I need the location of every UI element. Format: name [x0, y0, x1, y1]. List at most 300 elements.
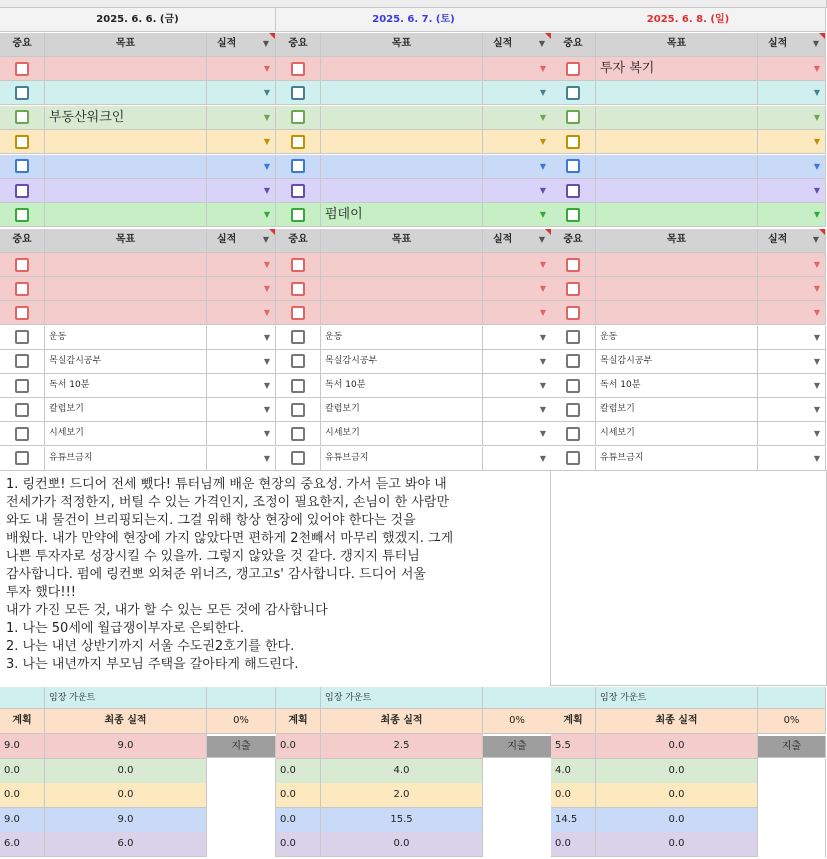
goal-cell[interactable]: [596, 106, 758, 130]
checkbox[interactable]: [15, 354, 29, 368]
result-dropdown[interactable]: ▼: [758, 155, 826, 179]
checkbox[interactable]: [291, 282, 305, 296]
goal-cell[interactable]: [596, 203, 758, 227]
result-dropdown[interactable]: ▼: [483, 179, 552, 203]
summary-empty: [483, 759, 552, 784]
memo-line: 와도 내 물건이 브리핑되는지. 그걸 위해 항상 현장에 있어야 한다는 것을: [6, 513, 416, 528]
checkbox[interactable]: [566, 306, 580, 320]
goal-cell[interactable]: [45, 203, 207, 227]
result-dropdown[interactable]: ▼: [483, 130, 552, 154]
importance-checkbox-cell[interactable]: [551, 398, 596, 422]
memo-line: 전세가가 적정한지, 버틸 수 있는 가격인지, 조정이 필요한지, 손님이 한 사람만: [6, 495, 450, 510]
result-dropdown[interactable]: ▼: [483, 155, 552, 179]
checkbox[interactable]: [291, 86, 305, 100]
goal-cell[interactable]: 시세보기: [596, 422, 758, 446]
goal-cell[interactable]: 부동산워크인: [45, 106, 207, 130]
filter-icon[interactable]: ▼: [812, 39, 819, 48]
importance-checkbox-cell[interactable]: [551, 253, 596, 277]
checkbox[interactable]: [291, 159, 305, 173]
summary-blank: [758, 687, 826, 709]
importance-checkbox-cell[interactable]: [0, 326, 45, 350]
final-value: 4.0: [321, 759, 483, 784]
result-dropdown[interactable]: ▼: [758, 253, 826, 277]
checkbox[interactable]: [291, 306, 305, 320]
checkbox[interactable]: [291, 451, 305, 465]
importance-checkbox-cell[interactable]: [551, 81, 596, 105]
final-value: 9.0: [45, 808, 207, 833]
checkbox[interactable]: [566, 379, 580, 393]
importance-checkbox-cell[interactable]: [276, 155, 321, 179]
importance-checkbox-cell[interactable]: [0, 422, 45, 446]
goal-cell[interactable]: [45, 130, 207, 154]
header-result-label: 실적: [768, 234, 788, 245]
checkbox[interactable]: [566, 427, 580, 441]
importance-checkbox-cell[interactable]: [276, 203, 321, 227]
header-importance: 중요: [0, 229, 45, 253]
expense-button[interactable]: 지출: [758, 736, 826, 758]
checkbox[interactable]: [566, 403, 580, 417]
goal-cell[interactable]: 칼럼보기: [321, 398, 483, 422]
result-dropdown[interactable]: ▼: [758, 350, 826, 374]
header-goal: 목표: [45, 229, 207, 253]
plan-value: 9.0: [0, 734, 45, 759]
header-goal: 목표: [596, 229, 758, 253]
importance-checkbox-cell[interactable]: [551, 326, 596, 350]
goal-cell[interactable]: 펌데이: [321, 203, 483, 227]
importance-checkbox-cell[interactable]: [551, 155, 596, 179]
summary-blank: [483, 687, 552, 709]
result-dropdown[interactable]: ▼: [207, 398, 276, 422]
summary-empty: [758, 808, 826, 833]
importance-checkbox-cell[interactable]: [551, 447, 596, 471]
checkbox[interactable]: [15, 379, 29, 393]
plan-value: 0.0: [276, 734, 321, 759]
result-dropdown[interactable]: ▼: [207, 447, 276, 471]
checkbox[interactable]: [566, 330, 580, 344]
goal-cell[interactable]: 유튜브금지: [45, 447, 207, 471]
importance-checkbox-cell[interactable]: [551, 130, 596, 154]
result-dropdown[interactable]: ▼: [758, 447, 826, 471]
checkbox[interactable]: [566, 110, 580, 124]
result-dropdown[interactable]: ▼: [758, 203, 826, 227]
importance-checkbox-cell[interactable]: [276, 130, 321, 154]
checkbox[interactable]: [291, 62, 305, 76]
header-result[interactable]: [758, 33, 826, 57]
final-value: 15.5: [321, 808, 483, 833]
header-result[interactable]: [207, 229, 276, 253]
checkbox[interactable]: [291, 379, 305, 393]
result-dropdown[interactable]: ▼: [207, 253, 276, 277]
importance-checkbox-cell[interactable]: [276, 422, 321, 446]
plan-value: 0.0: [551, 832, 596, 857]
summary-empty: [207, 783, 276, 808]
importance-checkbox-cell[interactable]: [276, 81, 321, 105]
importance-checkbox-cell[interactable]: [0, 57, 45, 81]
checkbox[interactable]: [566, 184, 580, 198]
goal-cell[interactable]: [321, 130, 483, 154]
header-importance: 중요: [551, 229, 596, 253]
goal-cell[interactable]: [45, 253, 207, 277]
percent-cell: 0%: [483, 709, 552, 734]
goal-cell[interactable]: 운동: [321, 326, 483, 350]
checkbox[interactable]: [566, 86, 580, 100]
result-dropdown[interactable]: ▼: [483, 326, 552, 350]
goal-cell[interactable]: [596, 130, 758, 154]
final-value: 0.0: [45, 783, 207, 808]
importance-checkbox-cell[interactable]: [0, 179, 45, 203]
result-dropdown[interactable]: ▼: [483, 57, 552, 81]
result-dropdown[interactable]: ▼: [758, 422, 826, 446]
goal-cell[interactable]: [596, 179, 758, 203]
summary-empty: [483, 783, 552, 808]
result-dropdown[interactable]: ▼: [207, 155, 276, 179]
importance-checkbox-cell[interactable]: [276, 398, 321, 422]
goal-cell[interactable]: [45, 277, 207, 301]
importance-checkbox-cell[interactable]: [551, 179, 596, 203]
summary-empty: [758, 783, 826, 808]
summary-empty: [207, 759, 276, 784]
importance-checkbox-cell[interactable]: [276, 350, 321, 374]
final-value: 0.0: [596, 759, 758, 784]
header-result-label: 실적: [217, 234, 237, 245]
result-dropdown[interactable]: ▼: [207, 277, 276, 301]
goal-cell[interactable]: 목실감시공부: [321, 350, 483, 374]
header-result[interactable]: [483, 33, 552, 57]
summary-empty: [207, 808, 276, 833]
checkbox[interactable]: [566, 354, 580, 368]
result-dropdown[interactable]: ▼: [207, 57, 276, 81]
result-dropdown[interactable]: ▼: [207, 130, 276, 154]
importance-checkbox-cell[interactable]: [0, 106, 45, 130]
goal-cell[interactable]: [45, 57, 207, 81]
checkbox[interactable]: [15, 62, 29, 76]
checkbox[interactable]: [15, 451, 29, 465]
header-importance: 중요: [276, 33, 321, 57]
final-result-header: 최종 실적: [321, 709, 483, 734]
goal-cell[interactable]: [596, 301, 758, 325]
summary-empty: [758, 759, 826, 784]
memo-line: 3. 나는 내년까지 부모님 주택을 갈아타게 해드린다.: [6, 657, 299, 672]
plan-value: 6.0: [0, 832, 45, 857]
checkbox[interactable]: [291, 258, 305, 272]
memo-line: 1. 나는 50세에 월급쟁이부자로 은퇴한다.: [6, 621, 244, 636]
final-value: 2.5: [321, 734, 483, 759]
goal-cell[interactable]: 독서 10분: [321, 374, 483, 398]
date-header: 2025. 6. 7. (토): [276, 8, 552, 32]
importance-checkbox-cell[interactable]: [276, 253, 321, 277]
goal-cell[interactable]: 운동: [45, 326, 207, 350]
checkbox[interactable]: [291, 208, 305, 222]
result-dropdown[interactable]: ▼: [207, 179, 276, 203]
goal-cell[interactable]: 시세보기: [321, 422, 483, 446]
goal-cell[interactable]: [321, 301, 483, 325]
plan-value: 9.0: [0, 808, 45, 833]
summary-blank: [0, 687, 45, 709]
percent-cell: 0%: [207, 709, 276, 734]
checkbox[interactable]: [15, 258, 29, 272]
header-result-label: 실적: [493, 234, 513, 245]
result-dropdown[interactable]: ▼: [758, 57, 826, 81]
expense-button[interactable]: 지출: [207, 736, 276, 758]
filter-icon[interactable]: ▼: [538, 235, 545, 244]
summary-empty: [207, 832, 276, 857]
result-dropdown[interactable]: ▼: [483, 301, 552, 325]
importance-checkbox-cell[interactable]: [276, 57, 321, 81]
result-dropdown[interactable]: ▼: [758, 106, 826, 130]
header-result[interactable]: [483, 229, 552, 253]
plan-value: 0.0: [0, 783, 45, 808]
goal-cell[interactable]: [321, 253, 483, 277]
plan-header: 계획: [276, 709, 321, 734]
filter-icon[interactable]: ▼: [262, 39, 269, 48]
checkbox[interactable]: [566, 135, 580, 149]
goal-cell[interactable]: 투자 복기: [596, 57, 758, 81]
header-goal: 목표: [45, 33, 207, 57]
importance-checkbox-cell[interactable]: [276, 277, 321, 301]
checkbox[interactable]: [15, 330, 29, 344]
summary-empty: [483, 832, 552, 857]
result-dropdown[interactable]: ▼: [758, 326, 826, 350]
result-dropdown[interactable]: ▼: [758, 130, 826, 154]
importance-checkbox-cell[interactable]: [0, 253, 45, 277]
result-dropdown[interactable]: ▼: [207, 81, 276, 105]
plan-value: 0.0: [276, 832, 321, 857]
plan-value: 5.5: [551, 734, 596, 759]
result-dropdown[interactable]: ▼: [483, 106, 552, 130]
final-value: 0.0: [596, 832, 758, 857]
goal-cell[interactable]: [596, 155, 758, 179]
importance-checkbox-cell[interactable]: [0, 374, 45, 398]
final-result-header: 최종 실적: [596, 709, 758, 734]
summary-empty: [758, 832, 826, 857]
summary-blank: [207, 687, 276, 709]
result-dropdown[interactable]: ▼: [758, 301, 826, 325]
goal-cell[interactable]: [321, 179, 483, 203]
importance-checkbox-cell[interactable]: [0, 277, 45, 301]
result-dropdown[interactable]: ▼: [483, 447, 552, 471]
memo-line: 배웠다. 내가 만약에 현장에 가지 않았다면 편하게 2천빼서 마무리 했겠지. 그게: [6, 531, 454, 546]
final-value: 0.0: [596, 734, 758, 759]
header-result[interactable]: [758, 229, 826, 253]
goal-cell[interactable]: 독서 10분: [45, 374, 207, 398]
importance-checkbox-cell[interactable]: [276, 374, 321, 398]
result-dropdown[interactable]: ▼: [483, 253, 552, 277]
memo-line: 감사합니다. 펌에 링컨뽀 외쳐준 위너즈, 갱고고s' 감사합니다. 드디어 서울: [6, 567, 426, 582]
result-dropdown[interactable]: ▼: [758, 374, 826, 398]
result-dropdown[interactable]: ▼: [207, 374, 276, 398]
importance-checkbox-cell[interactable]: [0, 203, 45, 227]
result-dropdown[interactable]: ▼: [207, 422, 276, 446]
summary-blank: [276, 687, 321, 709]
goal-cell[interactable]: [45, 155, 207, 179]
importance-checkbox-cell[interactable]: [276, 179, 321, 203]
goal-cell[interactable]: [321, 155, 483, 179]
importance-checkbox-cell[interactable]: [0, 155, 45, 179]
summary-title: 임장 가운트: [45, 687, 207, 709]
checkbox[interactable]: [291, 184, 305, 198]
importance-checkbox-cell[interactable]: [551, 374, 596, 398]
checkbox[interactable]: [15, 427, 29, 441]
importance-checkbox-cell[interactable]: [551, 301, 596, 325]
summary-empty: [483, 808, 552, 833]
goal-cell[interactable]: [596, 277, 758, 301]
result-dropdown[interactable]: ▼: [483, 422, 552, 446]
importance-checkbox-cell[interactable]: [276, 301, 321, 325]
importance-checkbox-cell[interactable]: [276, 447, 321, 471]
filter-icon[interactable]: ▼: [538, 39, 545, 48]
importance-checkbox-cell[interactable]: [0, 130, 45, 154]
checkbox[interactable]: [291, 354, 305, 368]
checkbox[interactable]: [15, 282, 29, 296]
checkbox[interactable]: [291, 135, 305, 149]
goal-cell[interactable]: [321, 106, 483, 130]
memo-line: 1. 링컨뽀! 드디어 전세 뺐다! 튜터님께 배운 현장의 중요성. 가서 듣고 봐야 내: [6, 477, 447, 492]
importance-checkbox-cell[interactable]: [551, 57, 596, 81]
date-header: 2025. 6. 8. (일): [551, 8, 826, 32]
final-result-header: 최종 실적: [45, 709, 207, 734]
final-value: 0.0: [596, 808, 758, 833]
memo-line: 투자 했다!!!: [6, 585, 76, 600]
result-dropdown[interactable]: ▼: [483, 350, 552, 374]
memo-line: 내가 가진 모든 것, 내가 할 수 있는 모든 것에 감사합니다: [6, 603, 328, 618]
plan-value: 0.0: [276, 808, 321, 833]
memo-text: [0, 470, 551, 686]
importance-checkbox-cell[interactable]: [551, 277, 596, 301]
goal-cell[interactable]: [596, 81, 758, 105]
result-dropdown[interactable]: ▼: [207, 350, 276, 374]
checkbox[interactable]: [566, 159, 580, 173]
result-dropdown[interactable]: ▼: [207, 326, 276, 350]
checkbox[interactable]: [15, 306, 29, 320]
checkbox[interactable]: [566, 282, 580, 296]
goal-cell[interactable]: [596, 253, 758, 277]
final-value: 0.0: [45, 759, 207, 784]
header-goal: 목표: [321, 33, 483, 57]
goal-cell[interactable]: [321, 277, 483, 301]
header-goal: 목표: [596, 33, 758, 57]
plan-value: 0.0: [551, 783, 596, 808]
date-header: 2025. 6. 6. (금): [0, 8, 276, 32]
result-dropdown[interactable]: ▼: [758, 81, 826, 105]
checkbox[interactable]: [291, 330, 305, 344]
goal-cell[interactable]: 목실감시공부: [45, 350, 207, 374]
goal-cell[interactable]: [45, 179, 207, 203]
checkbox[interactable]: [291, 427, 305, 441]
result-dropdown[interactable]: ▼: [483, 203, 552, 227]
importance-checkbox-cell[interactable]: [551, 106, 596, 130]
checkbox[interactable]: [15, 135, 29, 149]
header-result-label: 실적: [493, 38, 513, 49]
final-value: 2.0: [321, 783, 483, 808]
goal-cell[interactable]: [45, 301, 207, 325]
importance-checkbox-cell[interactable]: [0, 81, 45, 105]
importance-checkbox-cell[interactable]: [551, 203, 596, 227]
goal-cell[interactable]: [321, 57, 483, 81]
checkbox[interactable]: [566, 451, 580, 465]
plan-value: 0.0: [276, 759, 321, 784]
result-dropdown[interactable]: ▼: [758, 179, 826, 203]
filter-icon[interactable]: ▼: [262, 235, 269, 244]
goal-cell[interactable]: 시세보기: [45, 422, 207, 446]
importance-checkbox-cell[interactable]: [276, 326, 321, 350]
importance-checkbox-cell[interactable]: [0, 301, 45, 325]
final-value: 0.0: [321, 832, 483, 857]
importance-checkbox-cell[interactable]: [276, 106, 321, 130]
header-importance: 중요: [0, 33, 45, 57]
summary-title: 임장 가운트: [321, 687, 483, 709]
header-result[interactable]: [207, 33, 276, 57]
plan-value: 4.0: [551, 759, 596, 784]
expense-button[interactable]: 지출: [483, 736, 552, 758]
result-dropdown[interactable]: ▼: [207, 203, 276, 227]
final-value: 9.0: [45, 734, 207, 759]
result-dropdown[interactable]: ▼: [207, 106, 276, 130]
goal-cell[interactable]: 독서 10분: [596, 374, 758, 398]
checkbox[interactable]: [566, 258, 580, 272]
checkbox[interactable]: [566, 62, 580, 76]
memo-line: 2. 나는 내년 상반기까지 서울 수도권2호기를 한다.: [6, 639, 295, 654]
summary-title: 임장 가운트: [596, 687, 758, 709]
checkbox[interactable]: [15, 208, 29, 222]
result-dropdown[interactable]: ▼: [483, 277, 552, 301]
importance-checkbox-cell[interactable]: [551, 422, 596, 446]
plan-value: 0.0: [276, 783, 321, 808]
percent-cell: 0%: [758, 709, 826, 734]
header-result-label: 실적: [768, 38, 788, 49]
importance-checkbox-cell[interactable]: [0, 447, 45, 471]
checkbox[interactable]: [15, 184, 29, 198]
checkbox[interactable]: [15, 403, 29, 417]
checkbox[interactable]: [15, 159, 29, 173]
header-goal: 목표: [321, 229, 483, 253]
goal-cell[interactable]: 유튜브금지: [321, 447, 483, 471]
goal-cell[interactable]: 운동: [596, 326, 758, 350]
result-dropdown[interactable]: ▼: [483, 398, 552, 422]
goal-cell[interactable]: [321, 81, 483, 105]
summary-blank: [551, 687, 596, 709]
checkbox[interactable]: [291, 110, 305, 124]
result-dropdown[interactable]: ▼: [483, 81, 552, 105]
header-importance: 중요: [276, 229, 321, 253]
goal-cell[interactable]: 칼럼보기: [596, 398, 758, 422]
checkbox[interactable]: [15, 110, 29, 124]
plan-value: 14.5: [551, 808, 596, 833]
checkbox[interactable]: [566, 208, 580, 222]
result-dropdown[interactable]: ▼: [483, 374, 552, 398]
checkbox[interactable]: [291, 403, 305, 417]
importance-checkbox-cell[interactable]: [0, 350, 45, 374]
goal-cell[interactable]: 목실감시공부: [596, 350, 758, 374]
final-value: 6.0: [45, 832, 207, 857]
header-result-label: 실적: [217, 38, 237, 49]
final-value: 0.0: [596, 783, 758, 808]
goal-cell[interactable]: 칼럼보기: [45, 398, 207, 422]
filter-icon[interactable]: ▼: [812, 235, 819, 244]
memo-line: 나쁜 투자자로 성장시킬 수 있을까. 그렇지 않았을 것 같다. 갱지지 튜터님: [6, 549, 420, 564]
plan-header: 계획: [0, 709, 45, 734]
result-dropdown[interactable]: ▼: [758, 277, 826, 301]
importance-checkbox-cell[interactable]: [0, 398, 45, 422]
result-dropdown[interactable]: ▼: [207, 301, 276, 325]
result-dropdown[interactable]: ▼: [758, 398, 826, 422]
top-strip: [0, 0, 827, 8]
plan-value: 0.0: [0, 759, 45, 784]
goal-cell[interactable]: [45, 81, 207, 105]
blank-cell: [551, 470, 827, 686]
goal-cell[interactable]: 유튜브금지: [596, 447, 758, 471]
importance-checkbox-cell[interactable]: [551, 350, 596, 374]
checkbox[interactable]: [15, 86, 29, 100]
